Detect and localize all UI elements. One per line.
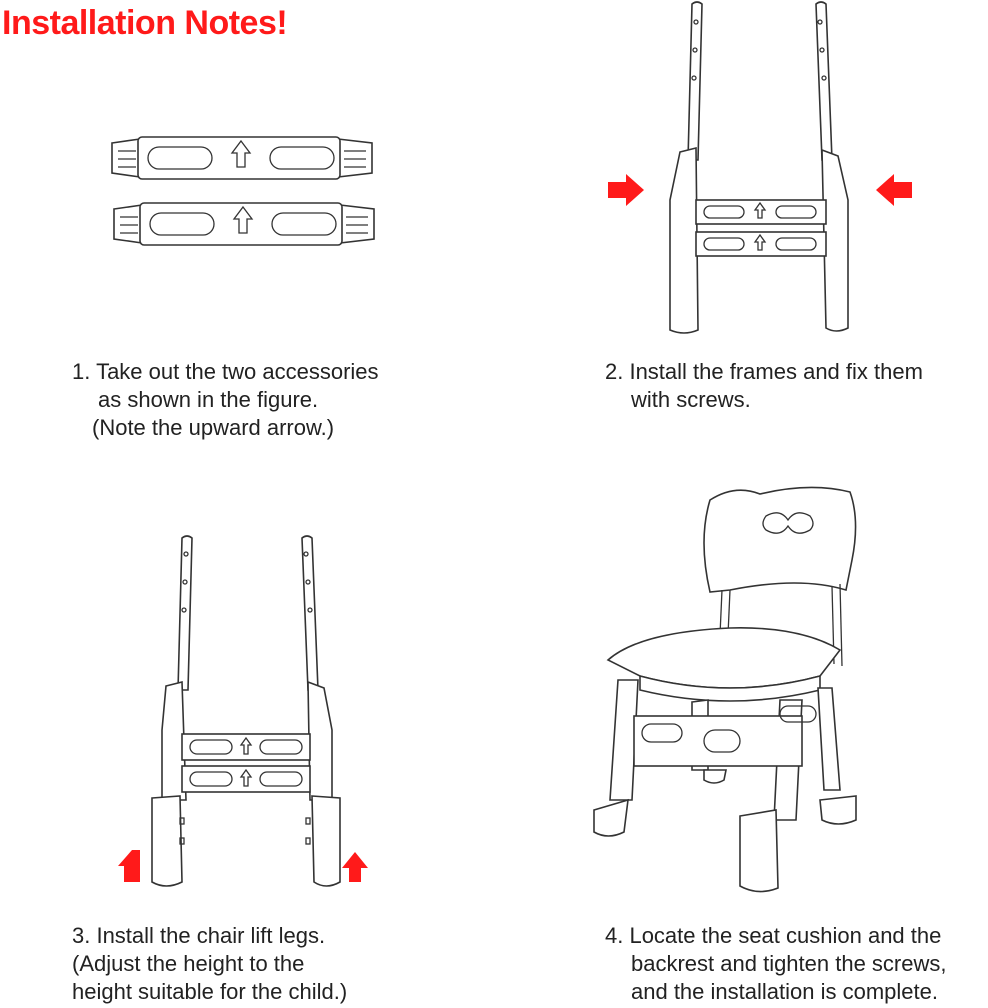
left-post <box>670 2 702 333</box>
red-arrow-icon <box>342 852 368 882</box>
step-1-caption <box>72 358 379 442</box>
chair-backrest <box>704 487 856 592</box>
accessory-bar-bottom <box>114 203 374 245</box>
caption-line: (Note the upward arrow.) <box>92 415 335 440</box>
caption-line: and the installation is complete. <box>631 979 938 1004</box>
right-post <box>816 2 848 331</box>
frame-bars <box>696 200 826 256</box>
step-4-caption <box>605 922 947 1006</box>
red-arrow-icon <box>608 174 644 206</box>
caption-line: 4. Locate the seat cushion and the <box>605 923 942 948</box>
page-title: Installation Notes! <box>2 4 288 42</box>
frame-bars <box>182 734 310 792</box>
caption-line: as shown in the figure. <box>98 387 319 412</box>
caption-line: backrest and tighten the screws, <box>631 951 947 976</box>
caption-line: 2. Install the frames and fix them <box>605 359 923 384</box>
chair-seat <box>608 628 840 701</box>
caption-line: (Adjust the height to the <box>72 951 305 976</box>
caption-line: 3. Install the chair lift legs. <box>72 923 326 948</box>
figure-lift-legs <box>110 530 390 895</box>
figure-chair <box>580 480 870 900</box>
chair-legs <box>594 680 856 892</box>
red-arrow-icon <box>118 850 140 882</box>
accessory-bar-top <box>112 137 372 179</box>
right-post <box>302 536 340 886</box>
caption-line: with screws. <box>631 387 751 412</box>
left-post <box>152 536 192 886</box>
caption-line: height suitable for the child.) <box>72 979 348 1004</box>
step-3-caption <box>72 922 347 1006</box>
red-arrow-icon <box>876 174 912 206</box>
caption-line: 1. Take out the two accessories <box>72 359 379 384</box>
figure-frames <box>600 0 930 340</box>
figure-accessories <box>100 125 390 255</box>
step-2-caption <box>605 358 923 414</box>
